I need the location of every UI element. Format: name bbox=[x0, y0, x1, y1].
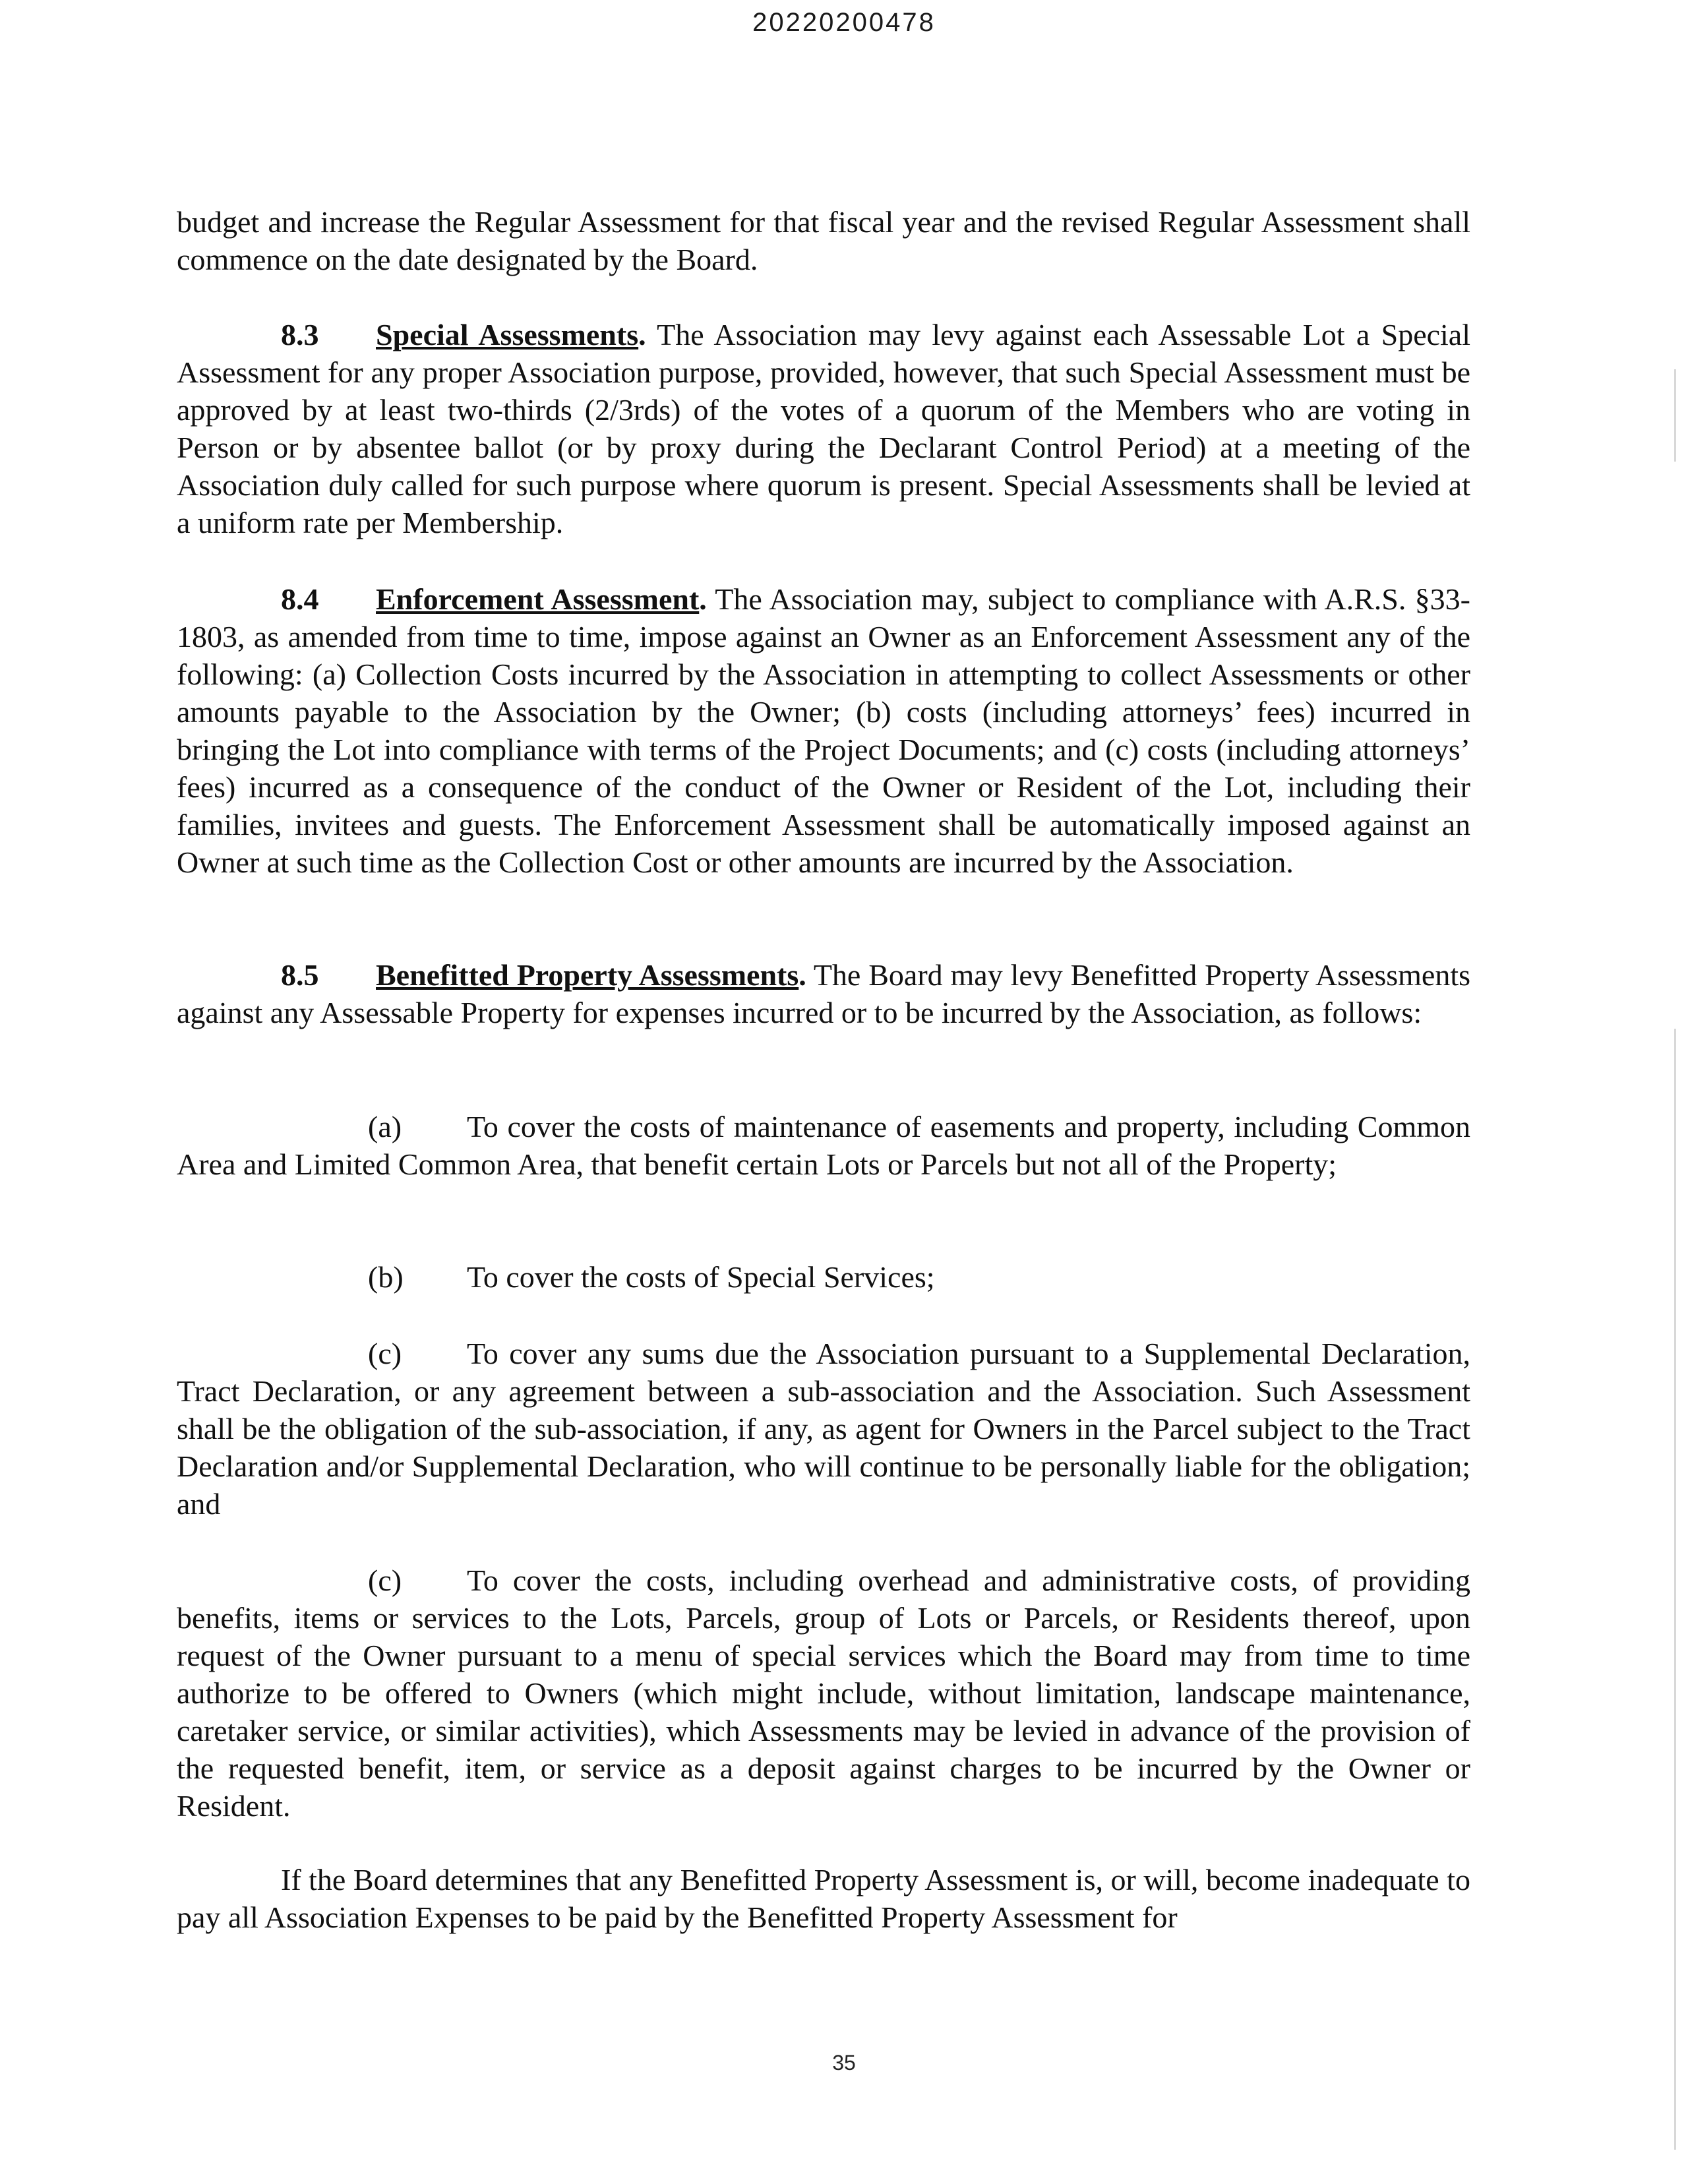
section-8-3: 8.3 Special Assessments. The Association may levy against each Assessable Lot a Special Assessment for any proper Association purpose, provided, however, that such Special Assessment must be approved by at least two-thirds (2/3rds) of the votes of a quorum of the Members who are voting in Person or by absentee ballot (or by proxy during the Declarant Control Period) at a meeting of the Association duly called for such purpose where quorum is present. Special Assessments shall be levied at a uniform rate per Membership. bbox=[177, 316, 1470, 541]
document-number: 20220200478 bbox=[752, 8, 936, 37]
subsection-label: (b) bbox=[368, 1260, 404, 1294]
subsection-label: (c) bbox=[368, 1563, 402, 1597]
section-text: The Association may, subject to compliance with A.R.S. §33-1803, as amended from time to time, impose against an Owner as an Enforcement Assessment any of the following: (a) Collection Costs incurred by the Association in attempting to collect Assessments or other amounts payable to the Association by the Owner; (b) costs (including attorneys’ fees) incurred in bringing the Lot into compliance with terms of the Project Documents; and (c) costs (including attorneys’ fees) incurred as a consequence of the conduct of the Owner or Resident of the Lot, including their families, invitees and guests. The Enforcement Assessment shall be automatically imposed against an Owner at such time as the Collection Cost or other amounts are incurred by the Association. bbox=[177, 582, 1470, 879]
subsection-label: (c) bbox=[368, 1337, 402, 1370]
subsection-text: To cover the costs of maintenance of easements and property, including Common Area and Limited Common Area, that benefit certain Lots or Parcels but not all of the Property; bbox=[177, 1110, 1470, 1181]
closing-paragraph: If the Board determines that any Benefitted Property Assessment is, or will, become inadequate to pay all Association Expenses to be paid by the Benefitted Property Assessment for bbox=[177, 1863, 1470, 1934]
subsection-text: To cover any sums due the Association pursuant to a Supplemental Declaration, Tract Declaration, or any agreement between a sub-association and the Association. Such Assessment shall be the obligation of the sub-association, if any, as agent for Owners in the Parcel subject to the Tract Declaration and/or Supplemental Declaration, who will continue to be personally liable for the obligation; and bbox=[177, 1337, 1470, 1521]
subsection-c-first bbox=[177, 1335, 1470, 1523]
section-text: The Association may levy against each Assessable Lot a Special Assessment for any proper Association purpose, provided, however, that such Special Assessment must be approved by at least two-thirds (2/3rds) of the votes of a quorum of the Members who are voting in Person or by absentee ballot (or by proxy during the Declarant Control Period) at a meeting of the Association duly called for such purpose where quorum is present. Special Assessments shall be levied at a uniform rate per Membership. bbox=[177, 318, 1471, 539]
scan-edge-mark bbox=[1674, 369, 1676, 462]
subsection-text: To cover the costs of Special Services; bbox=[467, 1260, 935, 1294]
subsection-label: (a) bbox=[368, 1110, 402, 1143]
subsection-b bbox=[177, 1258, 1470, 1296]
paragraph-continuation: budget and increase the Regular Assessment for that fiscal year and the revised Regular Assessment shall commence on the date designated by the Board. bbox=[177, 205, 1470, 276]
section-text: The Board may levy Benefitted Property Assessments against any Assessable Property for expenses incurred or to be incurred by the Association, as follows: bbox=[177, 958, 1471, 1029]
section-heading: Benefitted Property Assessments bbox=[376, 958, 799, 992]
section-heading: Enforcement Assessment bbox=[376, 582, 700, 616]
section-number: 8.5 bbox=[281, 958, 319, 992]
scan-edge-mark bbox=[1674, 1029, 1676, 2150]
subsection-text: To cover the costs, including overhead and administrative costs, of providing benefits, items or services to the Lots, Parcels, group of Lots or Parcels, or Residents thereof, upon request of the Owner pursuant to a menu of special services which the Board may from time to time authorize to be offered to Owners (which might include, without limitation, landscape maintenance, caretaker service, or similar activities), which Assessments may be levied in advance of the provision of the requested benefit, item, or service as a deposit against charges to be incurred by the Owner or Resident. bbox=[177, 1563, 1470, 1823]
section-8-5: 8.5 Benefitted Property Assessments. The Board may levy Benefitted Property Assessments against any Assessable Property for expenses incurred or to be incurred by the Association, as follows: bbox=[177, 956, 1470, 1031]
subsection-c-second bbox=[177, 1562, 1470, 1825]
section-number: 8.4 bbox=[281, 582, 319, 616]
section-number: 8.3 bbox=[281, 318, 319, 351]
section-heading: Special Assessments bbox=[376, 318, 639, 351]
section-8-4: 8.4 Enforcement Assessment. The Association may, subject to compliance with A.R.S. §33-1803, as amended from time to time, impose against an Owner as an Enforcement Assessment any of the following: (a) Collection Costs incurred by the Association in attempting to collect Assessments or other amounts payable to the Association by the Owner; (b) costs (including attorneys’ fees) incurred in bringing the Lot into compliance with terms of the Project Documents; and (c) costs (including attorneys’ fees) incurred as a consequence of the conduct of the Owner or Resident of the Lot, including their families, invitees and guests. The Enforcement Assessment shall be automatically imposed against an Owner at such time as the Collection Cost or other amounts are incurred by the Association. bbox=[177, 580, 1470, 881]
page-number: 35 bbox=[832, 2051, 856, 2075]
subsection-a bbox=[177, 1108, 1470, 1183]
